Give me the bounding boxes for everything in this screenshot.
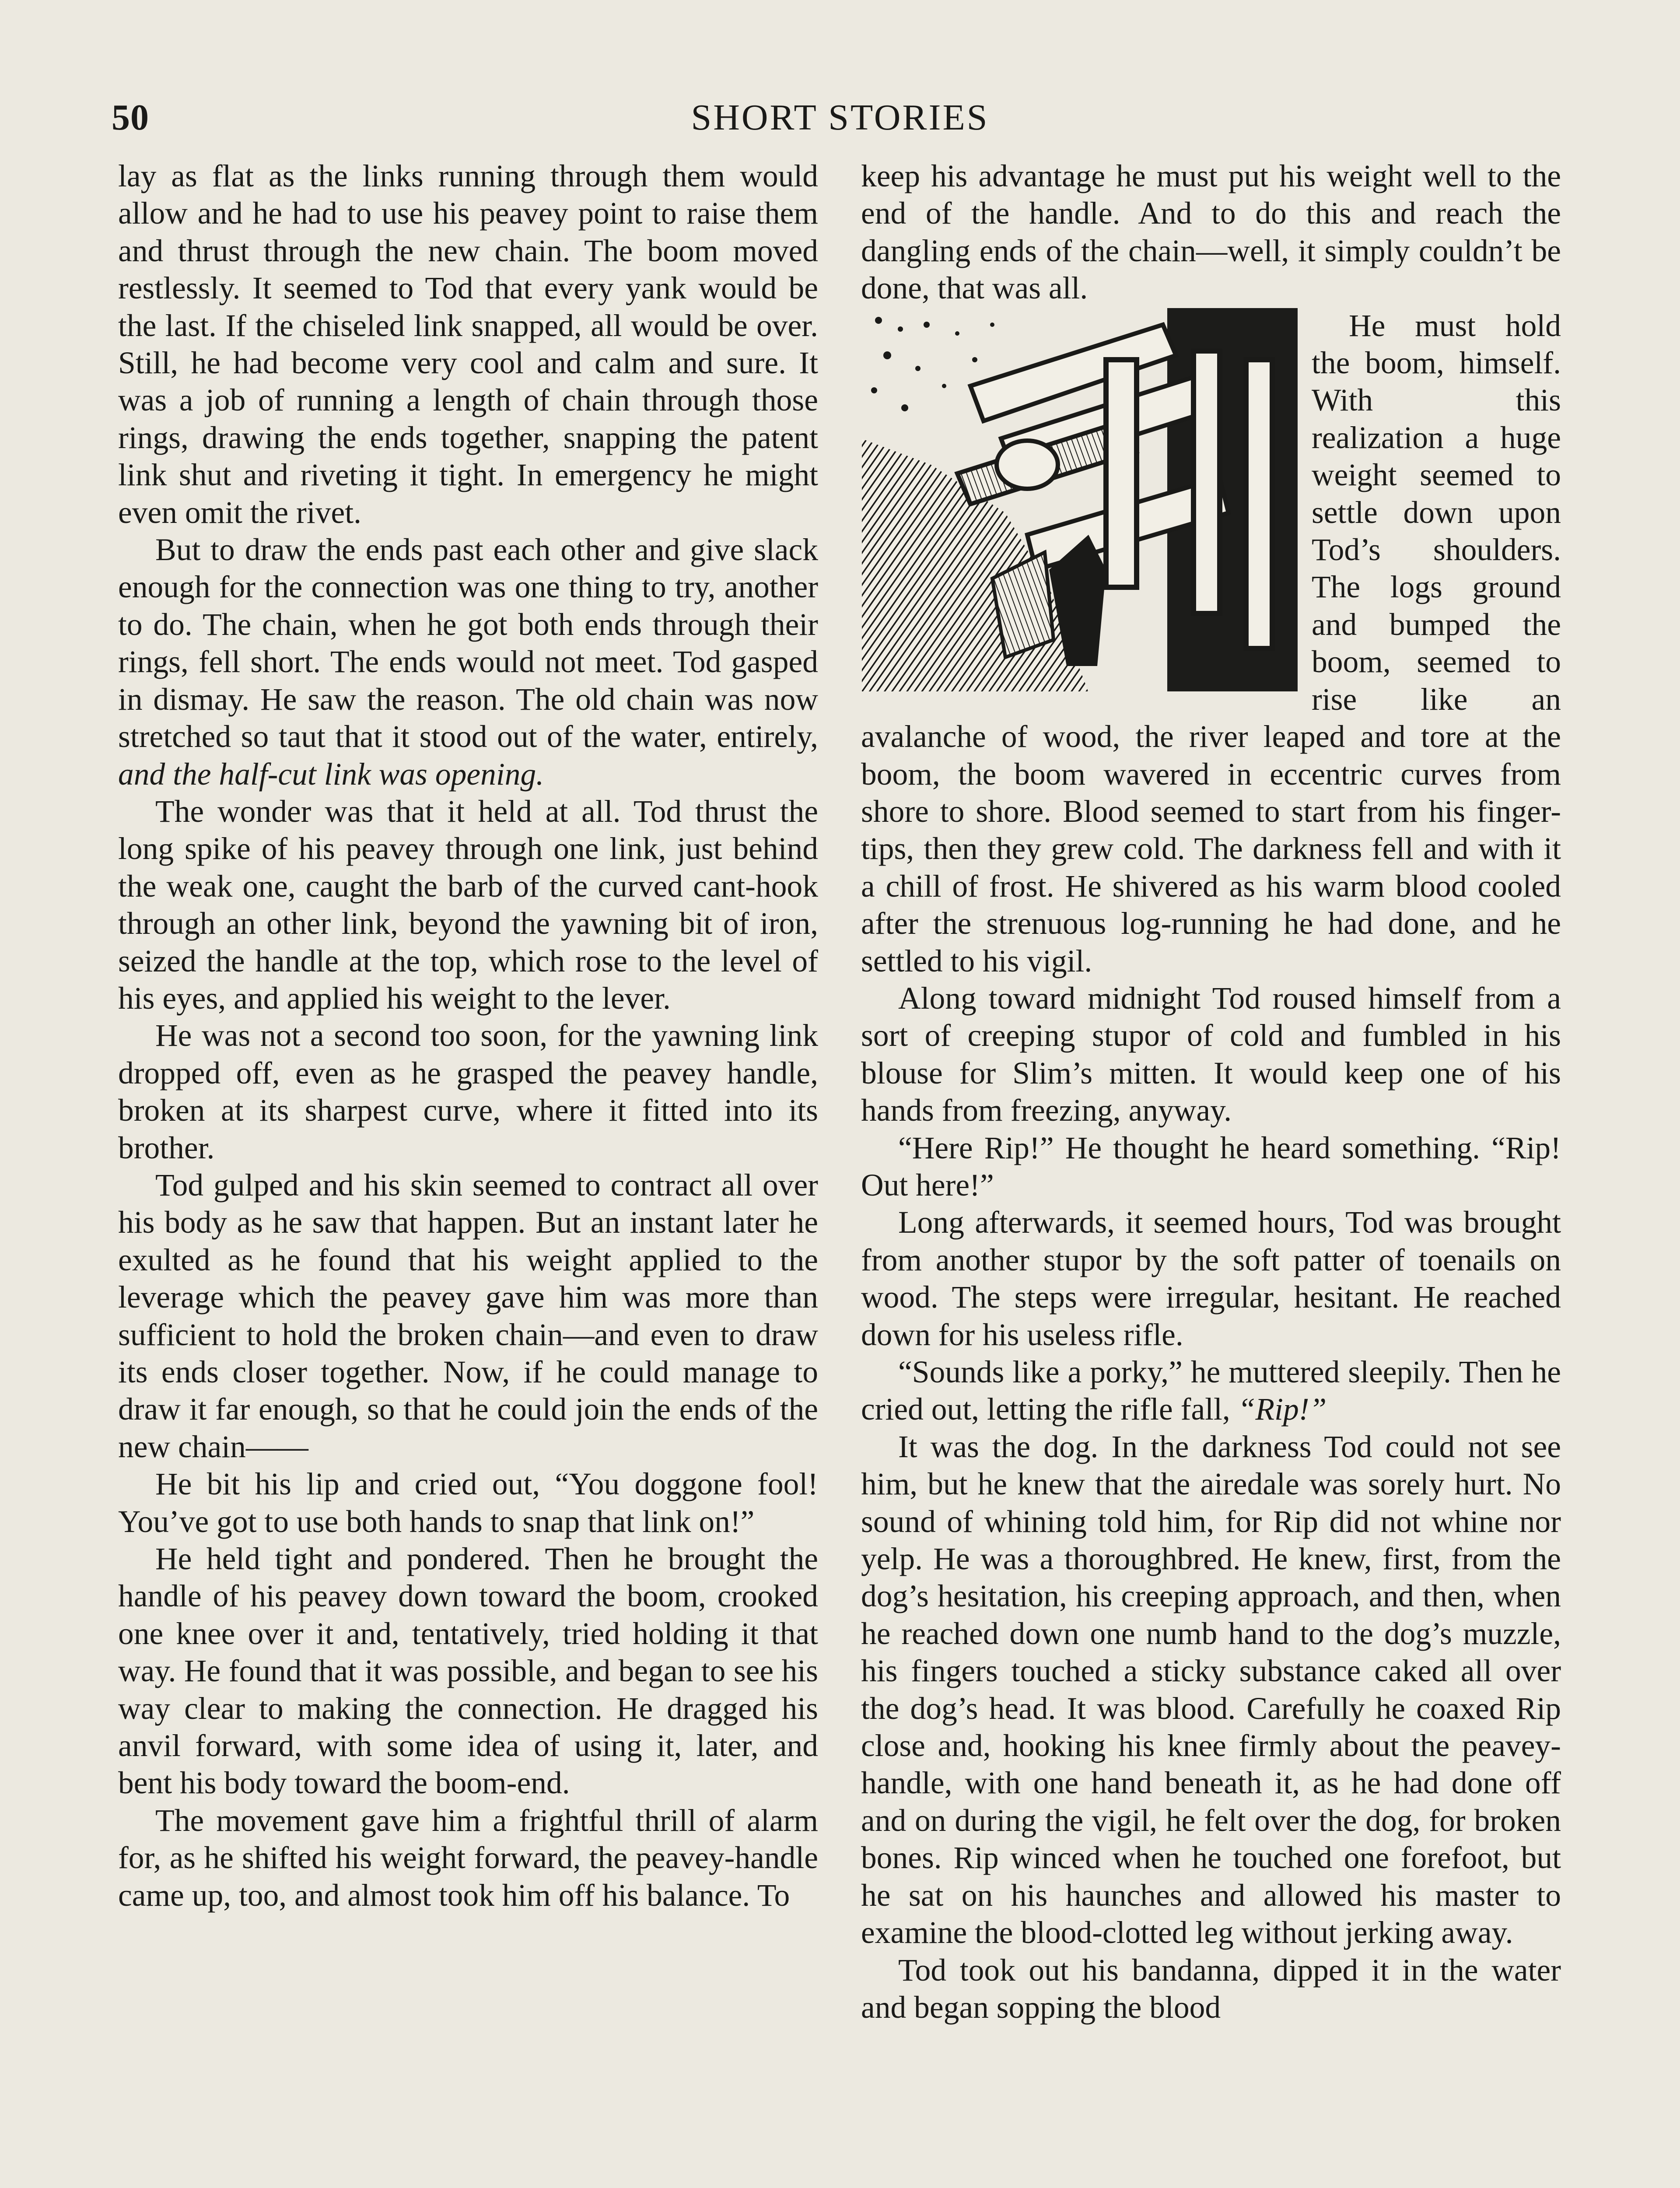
paragraph (118, 531, 818, 793)
paragraph: He was not a second too soon, for the yawning link dropped off, even as he grasped the peavey handle, broken at its sharpest curve, where it fitted into its brother. (118, 1018, 818, 1165)
right-column (861, 158, 1561, 2026)
paragraph-text: “Sounds like a porky,” he muttered sleepily. Then he cried out, letting the rifle fall, (861, 1355, 1561, 1427)
paragraph-text: But to draw the ends past each other and give slack enough for the connection was one thing to try, another to do. The chain, when he got both ends through their rings, fell short. The ends would not meet. Tod gasped in dismay. He saw the reason. The old chain was now stretched so taut that it stood out of the water, entirely, (118, 533, 818, 754)
paragraph: lay as flat as the links running through them would allow and he had to use his peavey point to raise them and thrust through the new chain. The boom moved restlessly. It seemed to Tod that every yank would be the last. If the chiseled link snapped, all would be over. Still, he had become very cool and calm and sure. It was a job of running a length of chain through those rings, drawing the ends together, snapping the patent link shut and riveting it tight. In emergency he might even omit the rivet. (118, 159, 818, 530)
italic-exclaim: “Rip!” (1238, 1392, 1327, 1427)
log-jam-woodcut-icon (861, 307, 1298, 692)
paragraph: He bit his lip and cried out, “You doggone fool! You’ve got to use both hands to snap that link on!” (118, 1467, 818, 1539)
paragraph: “Here Rip!” He thought he heard something. “Rip! Out here!” (861, 1130, 1561, 1203)
paragraph-text: He must hold the boom, himself. With this realization a huge weight seemed to settle down upon Tod’s shoulders. The logs ground and bumped the boom, seemed to rise like an avalanche of wood, the river leaped and tore at the boom, the boom wavered in eccentric curves from shore to shore. Blood seemed to start from his finger-tips, then they grew cold. The darkness fell and with it a chill of frost. He shivered as his warm blood cooled after the strenuous log-running he had done, and he settled to his vigil. (861, 308, 1561, 978)
paragraph: Tod gulped and his skin seemed to contract all over his body as he saw that happen. But an instant later he exulted as he found that his weight applied to the leverage which the peavey gave him was more than sufficient to hold the broken chain—and even to draw its ends closer together. Now, if he could manage to draw it far enough, so that he could join the ends of the new chain—— (118, 1168, 818, 1464)
paragraph: Long afterwards, it seemed hours, Tod was brought from another stupor by the soft patter of toenails on wood. The steps were irregular, hesitant. He reached down for his useless rifle. (861, 1205, 1561, 1352)
page-header (112, 96, 1568, 144)
paragraph: Along toward midnight Tod roused himself from a sort of creeping stupor of cold and fumbled in his blouse for Slim’s mitten. It would keep one of his hands from freezing, anyway. (861, 981, 1561, 1128)
paragraph: It was the dog. In the darkness Tod could not see him, but he knew that the airedale was sorely hurt. No sound of whining told him, for Rip did not whine nor yelp. He was a thoroughbred. He knew, first, from the dog’s hesitation, his creeping approach, and then, when he reached down one numb hand to the dog’s muzzle, his fingers touched a sticky substance caked all over the dog’s head. It was blood. Carefully he coaxed Rip close and, hooking his knee firmly about the peavey-handle, with one hand beneath it, as he had done off and on during the vigil, he felt over the dog, for broken bones. Rip winced when he touched one forefoot, but he sat on his haunches and allowed his master to examine the blood-clotted leg without jerking away. (861, 1429, 1561, 1950)
paragraph: keep his advantage he must put his weight well to the end of the handle. And to do this and reach the dangling ends of the chain—well, it simply couldn’t be done, that was all. (861, 159, 1561, 306)
paragraph (861, 1353, 1561, 1428)
paragraph-with-illustration (861, 307, 1561, 980)
paragraph: The movement gave him a frightful thrill of alarm for, as he shifted his weight forward, the peavey-handle came up, too, and almost took him off his balance. To (118, 1803, 818, 1913)
page-number: 50 (112, 97, 149, 138)
paragraph: Tod took out his bandanna, dipped it in the water and began sopping the blood (861, 1953, 1561, 2025)
paragraph: The wonder was that it held at all. Tod thrust the long spike of his peavey through one link, just behind the weak one, caught the barb of the curved cant-hook through an other link, beyond the yawning bit of iron, seized the handle at the top, which rose to the level of his eyes, and applied his weight to the lever. (118, 794, 818, 1016)
left-column (118, 158, 818, 1914)
running-title: SHORT STORIES (691, 97, 989, 138)
italic-phrase: and the half-cut link was opening. (118, 757, 544, 792)
paragraph: He held tight and pondered. Then he brought the handle of his peavey down toward the boom, crooked one knee over it and, tentatively, tried holding it that way. He found that it was possible, and began to see his way clear to making the connection. He dragged his anvil forward, with some idea of using it, later, and bent his body toward the boom-end. (118, 1542, 818, 1801)
